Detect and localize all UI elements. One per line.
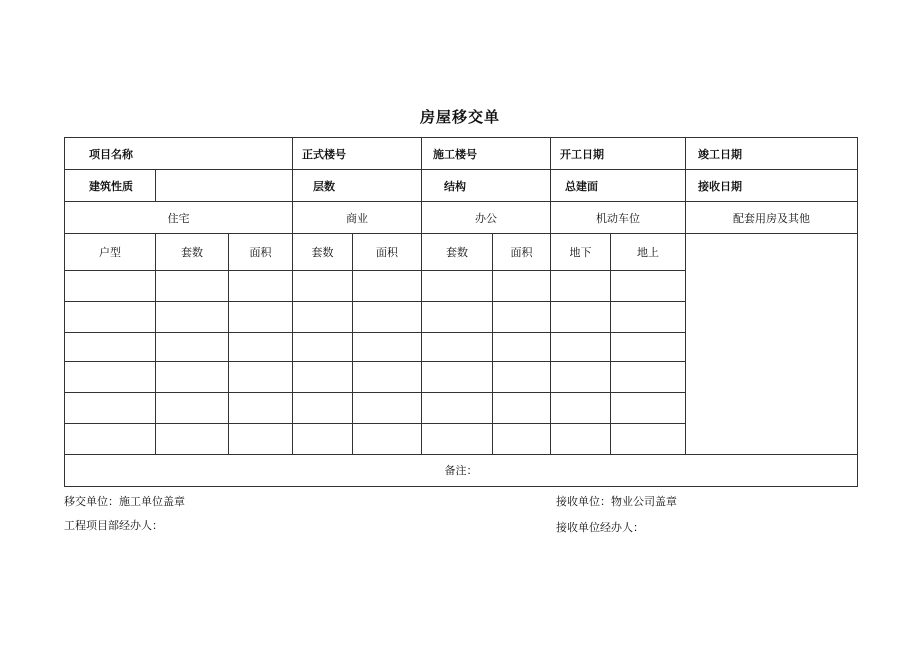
category-supporting: 配套用房及其他 <box>686 202 858 234</box>
subheader-com-count: 套数 <box>293 234 353 271</box>
handover-unit-label: 移交单位：施工单位盖章 <box>64 495 185 508</box>
building-nature-value <box>156 170 293 202</box>
handover-form-table <box>64 137 858 487</box>
subheader-off-area: 面积 <box>493 234 551 271</box>
building-nature-label: 建筑性质 <box>65 170 156 202</box>
category-commercial: 商业 <box>293 202 422 234</box>
start-date-label: 开工日期 <box>551 138 686 170</box>
subheader-com-area: 面积 <box>353 234 422 271</box>
project-manager-label: 工程项目部经办人： <box>64 519 163 532</box>
subheader-underground: 地下 <box>551 234 611 271</box>
official-building-no-label: 正式楼号 <box>293 138 422 170</box>
subheader-off-count: 套数 <box>422 234 493 271</box>
subheader-aboveground: 地上 <box>611 234 686 271</box>
receiving-agent-label: 接收单位经办人： <box>556 521 644 534</box>
floors-label: 层数 <box>293 170 422 202</box>
subheader-res-area: 面积 <box>229 234 293 271</box>
subheader-res-count: 套数 <box>156 234 229 271</box>
receiving-unit-label: 接收单位：物业公司盖章 <box>556 495 677 508</box>
category-residential: 住宅 <box>65 202 293 234</box>
subheader-unit-type: 户型 <box>65 234 156 271</box>
project-name-label: 项目名称 <box>65 138 293 170</box>
total-area-label: 总建面 <box>551 170 686 202</box>
structure-label: 结构 <box>422 170 551 202</box>
category-parking: 机动车位 <box>551 202 686 234</box>
page-title: 房屋移交单 <box>419 108 500 126</box>
supporting-rooms-cell <box>686 234 858 455</box>
category-office: 办公 <box>422 202 551 234</box>
remarks-label: 备注： <box>65 454 858 486</box>
receive-date-label: 接收日期 <box>686 170 858 202</box>
completion-date-label: 竣工日期 <box>686 138 858 170</box>
construction-building-no-label: 施工楼号 <box>422 138 551 170</box>
